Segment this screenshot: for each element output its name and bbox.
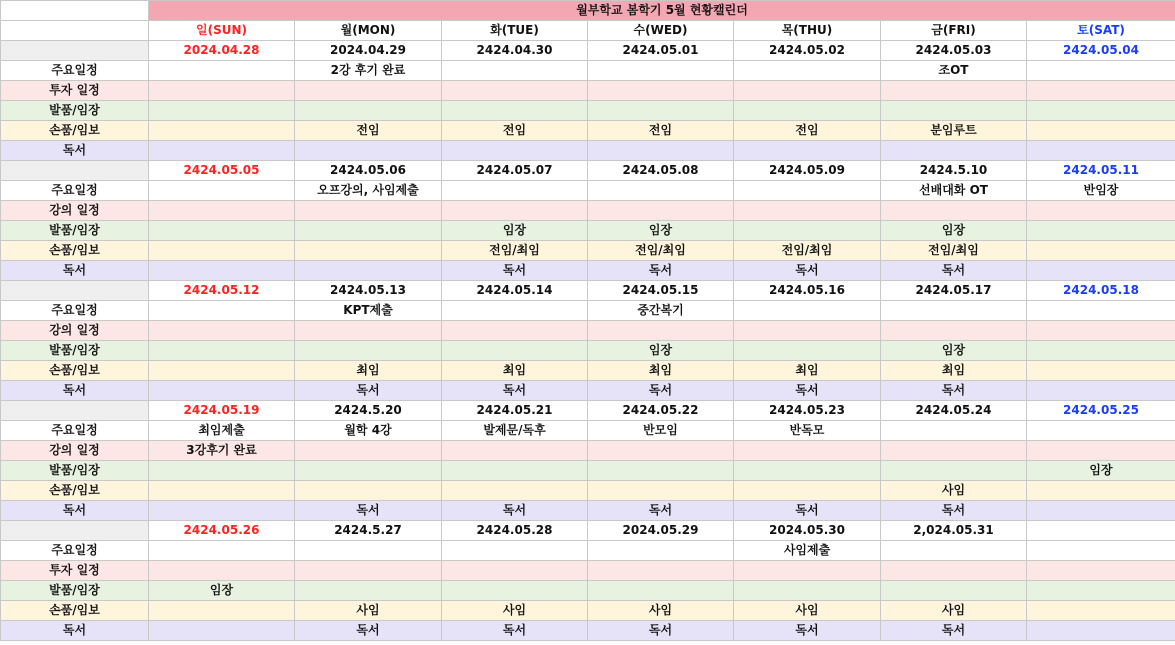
schedule-cell-sat[interactable] <box>1027 61 1175 81</box>
schedule-cell-wed[interactable] <box>588 181 734 201</box>
schedule-cell-tue[interactable] <box>442 141 588 161</box>
schedule-cell-sun[interactable] <box>149 501 295 521</box>
schedule-row <box>1 541 1175 561</box>
schedule-row <box>1 341 1175 361</box>
schedule-cell-wed[interactable] <box>588 61 734 81</box>
dayname-corner <box>1 21 149 41</box>
schedule-row <box>1 441 1175 461</box>
schedule-cell-wed[interactable] <box>588 461 734 481</box>
date-cell-wed[interactable]: 2424.05.01 <box>588 41 734 61</box>
week-date-label <box>1 161 149 181</box>
schedule-cell-sat[interactable] <box>1027 441 1175 461</box>
schedule-cell-sat[interactable]: 임장 <box>1027 461 1175 481</box>
schedule-cell-wed[interactable] <box>588 101 734 121</box>
schedule-cell-sun[interactable] <box>149 121 295 141</box>
week-date-row <box>1 41 1175 61</box>
schedule-cell-sat[interactable] <box>1027 361 1175 381</box>
schedule-cell-sun[interactable] <box>149 221 295 241</box>
schedule-cell-tue[interactable] <box>442 181 588 201</box>
schedule-cell-sun[interactable] <box>149 461 295 481</box>
schedule-row <box>1 261 1175 281</box>
schedule-cell-thu[interactable] <box>734 581 881 601</box>
schedule-cell-tue[interactable] <box>442 461 588 481</box>
schedule-cell-wed[interactable]: 중간복기 <box>588 301 734 321</box>
schedule-cell-sat[interactable] <box>1027 321 1175 341</box>
schedule-cell-wed[interactable]: 사임 <box>588 601 734 621</box>
schedule-cell-sun[interactable] <box>149 341 295 361</box>
row-label: 강의 일정 <box>1 441 149 461</box>
day-wed: 수(WED) <box>588 21 734 41</box>
date-cell-mon[interactable]: 2424.5.27 <box>295 521 442 541</box>
schedule-cell-thu[interactable] <box>734 441 881 461</box>
date-cell-tue[interactable]: 2424.05.14 <box>442 281 588 301</box>
date-cell-sat[interactable]: 2424.05.18 <box>1027 281 1175 301</box>
row-label: 발품/임장 <box>1 221 149 241</box>
row-label: 손품/임보 <box>1 241 149 261</box>
schedule-cell-tue[interactable] <box>442 561 588 581</box>
schedule-row <box>1 321 1175 341</box>
schedule-cell-wed[interactable]: 독서 <box>588 621 734 641</box>
week-date-label <box>1 41 149 61</box>
date-cell-wed[interactable]: 2024.05.29 <box>588 521 734 541</box>
schedule-cell-mon[interactable] <box>295 261 442 281</box>
schedule-cell-sun[interactable] <box>149 601 295 621</box>
row-label: 주요일정 <box>1 61 149 81</box>
schedule-cell-sat[interactable] <box>1027 601 1175 621</box>
schedule-cell-fri[interactable] <box>881 541 1027 561</box>
schedule-cell-sat[interactable] <box>1027 201 1175 221</box>
date-cell-fri[interactable]: 2424.5.10 <box>881 161 1027 181</box>
date-cell-fri[interactable]: 2,024.05.31 <box>881 521 1027 541</box>
date-cell-fri[interactable]: 2424.05.24 <box>881 401 1027 421</box>
schedule-cell-mon[interactable]: 오프강의, 사임제출 <box>295 181 442 201</box>
schedule-cell-thu[interactable] <box>734 141 881 161</box>
schedule-cell-sun[interactable]: 임장 <box>149 581 295 601</box>
dayname-row <box>1 21 1175 41</box>
schedule-cell-wed[interactable] <box>588 81 734 101</box>
schedule-row <box>1 501 1175 521</box>
schedule-cell-fri[interactable] <box>881 321 1027 341</box>
row-label: 발품/임장 <box>1 341 149 361</box>
schedule-cell-sat[interactable] <box>1027 561 1175 581</box>
schedule-cell-fri[interactable] <box>881 301 1027 321</box>
schedule-cell-thu[interactable]: 독서 <box>734 621 881 641</box>
schedule-cell-sat[interactable] <box>1027 501 1175 521</box>
row-label: 독서 <box>1 261 149 281</box>
row-label: 독서 <box>1 381 149 401</box>
week-date-row <box>1 401 1175 421</box>
schedule-cell-mon[interactable] <box>295 481 442 501</box>
schedule-cell-sat[interactable] <box>1027 221 1175 241</box>
schedule-cell-sat[interactable] <box>1027 301 1175 321</box>
date-cell-sun[interactable]: 2424.05.19 <box>149 401 295 421</box>
date-cell-sun[interactable]: 2424.05.26 <box>149 521 295 541</box>
schedule-cell-mon[interactable]: 전임 <box>295 121 442 141</box>
day-thu: 목(THU) <box>734 21 881 41</box>
schedule-cell-thu[interactable]: 반독모 <box>734 421 881 441</box>
schedule-cell-thu[interactable] <box>734 341 881 361</box>
schedule-cell-mon[interactable] <box>295 541 442 561</box>
schedule-cell-fri[interactable]: 최임 <box>881 361 1027 381</box>
schedule-cell-mon[interactable] <box>295 581 442 601</box>
schedule-cell-wed[interactable] <box>588 141 734 161</box>
schedule-cell-thu[interactable] <box>734 61 881 81</box>
corner-blank <box>1 1 149 21</box>
schedule-row <box>1 241 1175 261</box>
schedule-cell-tue[interactable] <box>442 301 588 321</box>
schedule-row <box>1 601 1175 621</box>
schedule-cell-mon[interactable] <box>295 101 442 121</box>
schedule-cell-fri[interactable]: 전임/최임 <box>881 241 1027 261</box>
schedule-row <box>1 101 1175 121</box>
schedule-cell-sat[interactable] <box>1027 81 1175 101</box>
row-label: 강의 일정 <box>1 321 149 341</box>
schedule-cell-mon[interactable]: 최임 <box>295 361 442 381</box>
date-cell-sat[interactable]: 2424.05.04 <box>1027 41 1175 61</box>
day-sun: 일(SUN) <box>149 21 295 41</box>
week-date-label <box>1 401 149 421</box>
date-cell-wed[interactable]: 2424.05.08 <box>588 161 734 181</box>
day-mon: 월(MON) <box>295 21 442 41</box>
schedule-cell-tue[interactable]: 독서 <box>442 381 588 401</box>
schedule-cell-thu[interactable]: 사임 <box>734 601 881 621</box>
schedule-cell-tue[interactable]: 사임 <box>442 601 588 621</box>
schedule-cell-thu[interactable] <box>734 101 881 121</box>
schedule-row <box>1 61 1175 81</box>
schedule-cell-mon[interactable] <box>295 461 442 481</box>
schedule-cell-tue[interactable] <box>442 101 588 121</box>
schedule-cell-sat[interactable]: 반임장 <box>1027 181 1175 201</box>
schedule-cell-tue[interactable] <box>442 481 588 501</box>
date-cell-sat[interactable]: 2424.05.11 <box>1027 161 1175 181</box>
schedule-cell-sun[interactable] <box>149 321 295 341</box>
schedule-cell-wed[interactable] <box>588 541 734 561</box>
schedule-cell-wed[interactable]: 독서 <box>588 381 734 401</box>
schedule-cell-wed[interactable]: 전임/최임 <box>588 241 734 261</box>
date-cell-mon[interactable]: 2424.05.13 <box>295 281 442 301</box>
schedule-cell-fri[interactable] <box>881 81 1027 101</box>
schedule-cell-sun[interactable]: 3강후기 완료 <box>149 441 295 461</box>
schedule-cell-tue[interactable]: 전임 <box>442 121 588 141</box>
schedule-cell-tue[interactable] <box>442 441 588 461</box>
date-cell-wed[interactable]: 2424.05.15 <box>588 281 734 301</box>
schedule-cell-fri[interactable] <box>881 421 1027 441</box>
schedule-cell-sat[interactable] <box>1027 621 1175 641</box>
schedule-cell-fri[interactable] <box>881 561 1027 581</box>
schedule-cell-fri[interactable]: 분임루트 <box>881 121 1027 141</box>
schedule-row <box>1 621 1175 641</box>
date-cell-thu[interactable]: 2424.05.09 <box>734 161 881 181</box>
schedule-cell-wed[interactable] <box>588 441 734 461</box>
date-cell-mon[interactable]: 2024.04.29 <box>295 41 442 61</box>
schedule-cell-fri[interactable]: 임장 <box>881 341 1027 361</box>
schedule-cell-mon[interactable] <box>295 341 442 361</box>
schedule-cell-sun[interactable] <box>149 181 295 201</box>
schedule-cell-thu[interactable]: 독서 <box>734 381 881 401</box>
row-label: 투자 일정 <box>1 561 149 581</box>
schedule-cell-sat[interactable] <box>1027 101 1175 121</box>
schedule-cell-sun[interactable] <box>149 81 295 101</box>
schedule-cell-thu[interactable] <box>734 301 881 321</box>
schedule-cell-thu[interactable]: 독서 <box>734 261 881 281</box>
date-cell-tue[interactable]: 2424.05.21 <box>442 401 588 421</box>
schedule-cell-mon[interactable] <box>295 561 442 581</box>
schedule-cell-fri[interactable]: 사임 <box>881 481 1027 501</box>
schedule-cell-sun[interactable] <box>149 241 295 261</box>
schedule-cell-fri[interactable]: 조OT <box>881 61 1027 81</box>
week-date-label <box>1 521 149 541</box>
row-label: 주요일정 <box>1 421 149 441</box>
row-label: 손품/임보 <box>1 121 149 141</box>
schedule-cell-wed[interactable]: 임장 <box>588 341 734 361</box>
schedule-cell-wed[interactable] <box>588 581 734 601</box>
schedule-row <box>1 421 1175 441</box>
schedule-cell-sun[interactable] <box>149 621 295 641</box>
schedule-cell-mon[interactable] <box>295 221 442 241</box>
schedule-cell-tue[interactable]: 임장 <box>442 221 588 241</box>
row-label: 손품/임보 <box>1 361 149 381</box>
schedule-cell-fri[interactable]: 사임 <box>881 601 1027 621</box>
schedule-cell-mon[interactable] <box>295 201 442 221</box>
schedule-cell-tue[interactable] <box>442 321 588 341</box>
row-label: 독서 <box>1 501 149 521</box>
schedule-cell-mon[interactable]: 월학 4강 <box>295 421 442 441</box>
schedule-cell-mon[interactable]: 사임 <box>295 601 442 621</box>
schedule-cell-mon[interactable]: 독서 <box>295 381 442 401</box>
schedule-cell-fri[interactable] <box>881 461 1027 481</box>
schedule-cell-sun[interactable] <box>149 541 295 561</box>
schedule-cell-thu[interactable] <box>734 561 881 581</box>
schedule-cell-wed[interactable]: 독서 <box>588 501 734 521</box>
schedule-cell-sat[interactable] <box>1027 421 1175 441</box>
calendar-title: 월부학교 봄학기 5월 현황캘린더 <box>149 1 1175 21</box>
date-cell-mon[interactable]: 2424.05.06 <box>295 161 442 181</box>
row-label: 손품/임보 <box>1 481 149 501</box>
date-cell-sun[interactable]: 2424.05.12 <box>149 281 295 301</box>
schedule-cell-sun[interactable]: 최임제출 <box>149 421 295 441</box>
date-cell-thu[interactable]: 2424.05.23 <box>734 401 881 421</box>
date-cell-tue[interactable]: 2424.05.07 <box>442 161 588 181</box>
schedule-cell-mon[interactable] <box>295 241 442 261</box>
date-cell-fri[interactable]: 2424.05.03 <box>881 41 1027 61</box>
schedule-cell-tue[interactable] <box>442 201 588 221</box>
row-label: 독서 <box>1 141 149 161</box>
date-cell-tue[interactable]: 2424.05.28 <box>442 521 588 541</box>
schedule-cell-thu[interactable] <box>734 81 881 101</box>
schedule-cell-wed[interactable]: 전임 <box>588 121 734 141</box>
schedule-cell-tue[interactable]: 독서 <box>442 261 588 281</box>
schedule-cell-thu[interactable]: 최임 <box>734 361 881 381</box>
schedule-row <box>1 81 1175 101</box>
schedule-cell-thu[interactable]: 사임제출 <box>734 541 881 561</box>
schedule-cell-fri[interactable]: 독서 <box>881 381 1027 401</box>
schedule-cell-fri[interactable] <box>881 141 1027 161</box>
schedule-cell-sat[interactable] <box>1027 121 1175 141</box>
row-label: 발품/임장 <box>1 101 149 121</box>
date-cell-sat[interactable]: 2424.05.25 <box>1027 401 1175 421</box>
schedule-cell-wed[interactable] <box>588 201 734 221</box>
schedule-cell-thu[interactable]: 독서 <box>734 501 881 521</box>
row-label: 발품/임장 <box>1 461 149 481</box>
schedule-row <box>1 481 1175 501</box>
schedule-cell-mon[interactable] <box>295 321 442 341</box>
schedule-cell-thu[interactable] <box>734 221 881 241</box>
schedule-cell-wed[interactable]: 임장 <box>588 221 734 241</box>
schedule-cell-tue[interactable] <box>442 81 588 101</box>
schedule-cell-fri[interactable] <box>881 581 1027 601</box>
row-label: 강의 일정 <box>1 201 149 221</box>
schedule-row <box>1 121 1175 141</box>
row-label: 손품/임보 <box>1 601 149 621</box>
schedule-cell-fri[interactable]: 독서 <box>881 621 1027 641</box>
schedule-cell-sun[interactable] <box>149 101 295 121</box>
schedule-cell-tue[interactable]: 최임 <box>442 361 588 381</box>
schedule-cell-sun[interactable] <box>149 141 295 161</box>
schedule-row <box>1 581 1175 601</box>
schedule-row <box>1 361 1175 381</box>
title-row <box>1 1 1175 21</box>
schedule-cell-tue[interactable] <box>442 61 588 81</box>
row-label: 독서 <box>1 621 149 641</box>
date-cell-sat[interactable] <box>1027 521 1175 541</box>
schedule-cell-tue[interactable] <box>442 541 588 561</box>
schedule-cell-mon[interactable]: 2강 후기 완료 <box>295 61 442 81</box>
week-date-label <box>1 281 149 301</box>
schedule-cell-fri[interactable] <box>881 101 1027 121</box>
schedule-cell-fri[interactable]: 선배대화 OT <box>881 181 1027 201</box>
schedule-cell-mon[interactable]: 독서 <box>295 501 442 521</box>
schedule-cell-tue[interactable]: 발제문/독후 <box>442 421 588 441</box>
schedule-cell-sun[interactable] <box>149 201 295 221</box>
date-cell-sun[interactable]: 2424.05.05 <box>149 161 295 181</box>
schedule-cell-fri[interactable]: 임장 <box>881 221 1027 241</box>
schedule-cell-thu[interactable] <box>734 461 881 481</box>
date-cell-thu[interactable]: 2424.05.16 <box>734 281 881 301</box>
schedule-cell-thu[interactable]: 전임 <box>734 121 881 141</box>
schedule-row <box>1 201 1175 221</box>
schedule-cell-thu[interactable] <box>734 181 881 201</box>
week-date-row <box>1 281 1175 301</box>
schedule-cell-sat[interactable] <box>1027 581 1175 601</box>
schedule-cell-tue[interactable]: 독서 <box>442 501 588 521</box>
row-label: 주요일정 <box>1 181 149 201</box>
schedule-cell-tue[interactable]: 전임/최임 <box>442 241 588 261</box>
schedule-cell-sun[interactable] <box>149 361 295 381</box>
date-cell-sun[interactable]: 2024.04.28 <box>149 41 295 61</box>
schedule-cell-mon[interactable] <box>295 141 442 161</box>
schedule-cell-sat[interactable] <box>1027 541 1175 561</box>
date-cell-thu[interactable]: 2024.05.30 <box>734 521 881 541</box>
date-cell-wed[interactable]: 2424.05.22 <box>588 401 734 421</box>
schedule-row <box>1 181 1175 201</box>
schedule-cell-sat[interactable] <box>1027 261 1175 281</box>
schedule-cell-wed[interactable] <box>588 321 734 341</box>
schedule-cell-wed[interactable]: 반모임 <box>588 421 734 441</box>
date-cell-thu[interactable]: 2424.05.02 <box>734 41 881 61</box>
day-fri: 금(FRI) <box>881 21 1027 41</box>
schedule-cell-sun[interactable] <box>149 301 295 321</box>
schedule-cell-sun[interactable] <box>149 481 295 501</box>
schedule-cell-wed[interactable] <box>588 481 734 501</box>
schedule-cell-mon[interactable] <box>295 81 442 101</box>
date-cell-tue[interactable]: 2424.04.30 <box>442 41 588 61</box>
schedule-cell-sat[interactable] <box>1027 241 1175 261</box>
schedule-cell-sun[interactable] <box>149 61 295 81</box>
schedule-cell-sat[interactable] <box>1027 141 1175 161</box>
schedule-cell-thu[interactable] <box>734 321 881 341</box>
schedule-cell-fri[interactable]: 독서 <box>881 501 1027 521</box>
schedule-row <box>1 301 1175 321</box>
schedule-cell-tue[interactable]: 독서 <box>442 621 588 641</box>
schedule-cell-mon[interactable]: KPT제출 <box>295 301 442 321</box>
week-date-row <box>1 521 1175 541</box>
schedule-row <box>1 561 1175 581</box>
schedule-cell-fri[interactable] <box>881 201 1027 221</box>
schedule-cell-wed[interactable]: 최임 <box>588 361 734 381</box>
schedule-cell-wed[interactable] <box>588 561 734 581</box>
schedule-cell-tue[interactable] <box>442 341 588 361</box>
date-cell-fri[interactable]: 2424.05.17 <box>881 281 1027 301</box>
schedule-cell-thu[interactable] <box>734 201 881 221</box>
schedule-cell-sun[interactable] <box>149 381 295 401</box>
schedule-row <box>1 381 1175 401</box>
schedule-row <box>1 461 1175 481</box>
schedule-cell-fri[interactable] <box>881 441 1027 461</box>
row-label: 주요일정 <box>1 301 149 321</box>
schedule-cell-fri[interactable]: 독서 <box>881 261 1027 281</box>
schedule-cell-mon[interactable] <box>295 441 442 461</box>
schedule-cell-thu[interactable] <box>734 481 881 501</box>
schedule-cell-sat[interactable] <box>1027 341 1175 361</box>
schedule-cell-wed[interactable]: 독서 <box>588 261 734 281</box>
date-cell-mon[interactable]: 2424.5.20 <box>295 401 442 421</box>
schedule-cell-tue[interactable] <box>442 581 588 601</box>
day-tue: 화(TUE) <box>442 21 588 41</box>
schedule-cell-sun[interactable] <box>149 561 295 581</box>
schedule-cell-mon[interactable]: 독서 <box>295 621 442 641</box>
week-date-row <box>1 161 1175 181</box>
row-label: 발품/임장 <box>1 581 149 601</box>
schedule-cell-sat[interactable] <box>1027 381 1175 401</box>
row-label: 주요일정 <box>1 541 149 561</box>
schedule-cell-thu[interactable]: 전임/최임 <box>734 241 881 261</box>
day-sat: 토(SAT) <box>1027 21 1175 41</box>
schedule-row <box>1 221 1175 241</box>
row-label: 투자 일정 <box>1 81 149 101</box>
schedule-cell-sat[interactable] <box>1027 481 1175 501</box>
schedule-row <box>1 141 1175 161</box>
schedule-cell-sun[interactable] <box>149 261 295 281</box>
